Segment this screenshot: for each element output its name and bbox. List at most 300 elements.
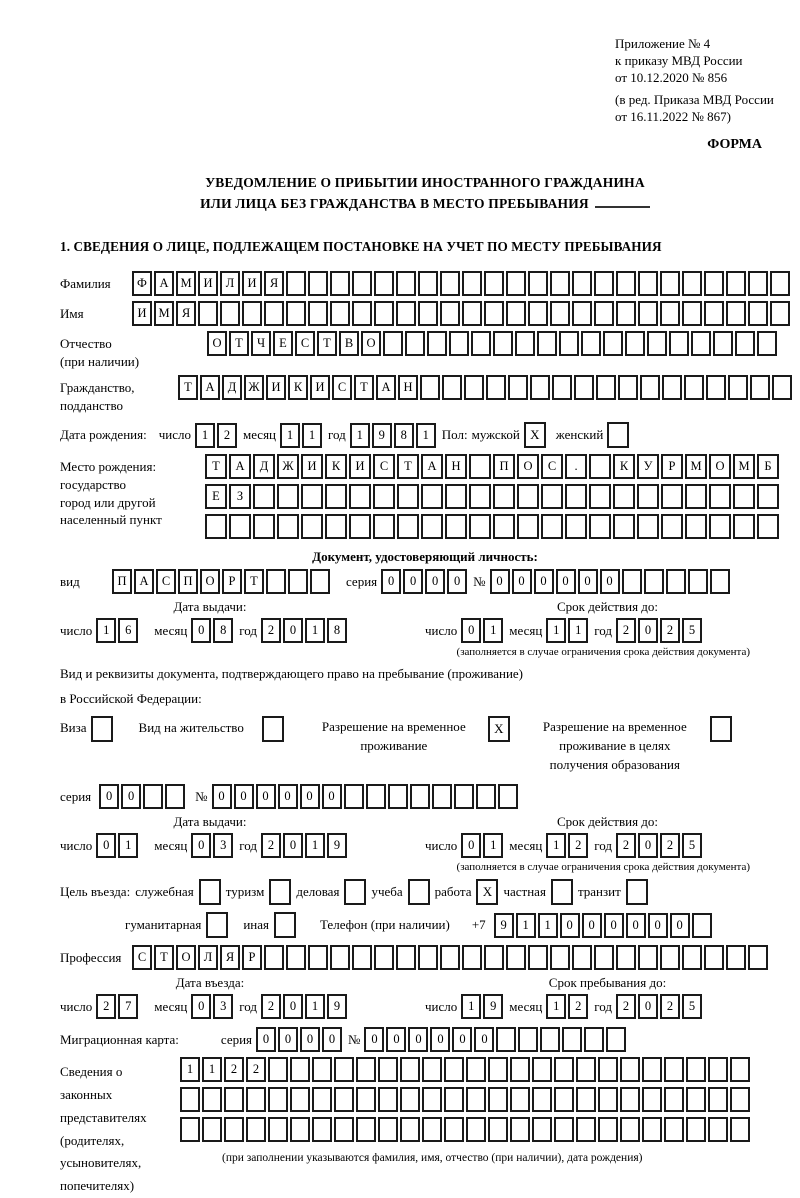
char-cell[interactable]: [264, 301, 284, 326]
char-cell[interactable]: [510, 1117, 530, 1142]
char-cell[interactable]: [374, 945, 394, 970]
char-cell[interactable]: 0: [212, 784, 232, 809]
char-cell[interactable]: [532, 1087, 552, 1112]
char-cell[interactable]: [594, 945, 614, 970]
char-cell[interactable]: [706, 375, 726, 400]
char-cell[interactable]: [733, 514, 755, 539]
char-cell[interactable]: Я: [220, 945, 240, 970]
char-cell[interactable]: И: [198, 271, 218, 296]
female-checkbox[interactable]: [607, 422, 629, 448]
char-cell[interactable]: [594, 301, 614, 326]
char-cell[interactable]: [603, 331, 623, 356]
char-cell[interactable]: [757, 514, 779, 539]
char-cell[interactable]: [540, 1027, 560, 1052]
char-cell[interactable]: [757, 484, 779, 509]
char-cell[interactable]: [660, 301, 680, 326]
char-cell[interactable]: 0: [474, 1027, 494, 1052]
char-cell[interactable]: 0: [322, 784, 342, 809]
char-cell[interactable]: 2: [261, 833, 281, 858]
char-cell[interactable]: [246, 1087, 266, 1112]
char-cell[interactable]: Т: [244, 569, 264, 594]
char-cell[interactable]: [554, 1087, 574, 1112]
opt-private-checkbox[interactable]: [551, 879, 573, 905]
char-cell[interactable]: 2: [261, 618, 281, 643]
char-cell[interactable]: [598, 1087, 618, 1112]
char-cell[interactable]: [308, 301, 328, 326]
char-cell[interactable]: .: [565, 454, 587, 479]
char-cell[interactable]: [726, 271, 746, 296]
char-cell[interactable]: С: [156, 569, 176, 594]
char-cell[interactable]: 2: [616, 618, 636, 643]
char-cell[interactable]: [565, 514, 587, 539]
char-cell[interactable]: [709, 484, 731, 509]
opt-study-checkbox[interactable]: [408, 879, 430, 905]
char-cell[interactable]: [770, 301, 790, 326]
char-cell[interactable]: 0: [638, 994, 658, 1019]
char-cell[interactable]: [625, 331, 645, 356]
char-cell[interactable]: [374, 301, 394, 326]
char-cell[interactable]: [688, 569, 708, 594]
char-cell[interactable]: 5: [682, 994, 702, 1019]
char-cell[interactable]: [198, 301, 218, 326]
char-cell[interactable]: [708, 1087, 728, 1112]
char-cell[interactable]: [286, 301, 306, 326]
char-cell[interactable]: К: [325, 454, 347, 479]
char-cell[interactable]: [710, 569, 730, 594]
char-cell[interactable]: [264, 945, 284, 970]
char-cell[interactable]: Р: [661, 454, 683, 479]
char-cell[interactable]: 1: [416, 423, 436, 448]
char-cell[interactable]: А: [421, 454, 443, 479]
char-cell[interactable]: [352, 945, 372, 970]
char-cell[interactable]: [143, 784, 163, 809]
char-cell[interactable]: 1: [180, 1057, 200, 1082]
char-cell[interactable]: [537, 331, 557, 356]
char-cell[interactable]: 0: [600, 569, 620, 594]
char-cell[interactable]: [517, 484, 539, 509]
char-cell[interactable]: [730, 1057, 750, 1082]
char-cell[interactable]: О: [176, 945, 196, 970]
char-cell[interactable]: К: [613, 454, 635, 479]
char-cell[interactable]: [445, 484, 467, 509]
char-cell[interactable]: [488, 1117, 508, 1142]
char-cell[interactable]: Р: [222, 569, 242, 594]
char-cell[interactable]: [301, 514, 323, 539]
char-cell[interactable]: [290, 1087, 310, 1112]
char-cell[interactable]: [253, 484, 275, 509]
char-cell[interactable]: [349, 484, 371, 509]
char-cell[interactable]: [518, 1027, 538, 1052]
char-cell[interactable]: 0: [300, 1027, 320, 1052]
char-cell[interactable]: [708, 1057, 728, 1082]
visa-checkbox[interactable]: [91, 716, 113, 742]
char-cell[interactable]: 1: [302, 423, 322, 448]
char-cell[interactable]: 0: [582, 913, 602, 938]
char-cell[interactable]: С: [373, 454, 395, 479]
char-cell[interactable]: [462, 301, 482, 326]
char-cell[interactable]: 0: [638, 833, 658, 858]
char-cell[interactable]: [493, 484, 515, 509]
char-cell[interactable]: [664, 1087, 684, 1112]
opt-business-checkbox[interactable]: [199, 879, 221, 905]
char-cell[interactable]: [510, 1057, 530, 1082]
char-cell[interactable]: [506, 945, 526, 970]
char-cell[interactable]: [733, 484, 755, 509]
char-cell[interactable]: [400, 1087, 420, 1112]
char-cell[interactable]: [378, 1087, 398, 1112]
char-cell[interactable]: [589, 484, 611, 509]
char-cell[interactable]: 0: [283, 833, 303, 858]
char-cell[interactable]: [772, 375, 792, 400]
char-cell[interactable]: Л: [198, 945, 218, 970]
char-cell[interactable]: [253, 514, 275, 539]
char-cell[interactable]: 1: [483, 618, 503, 643]
char-cell[interactable]: [466, 1057, 486, 1082]
char-cell[interactable]: [445, 514, 467, 539]
char-cell[interactable]: [620, 1057, 640, 1082]
opt-work-checkbox[interactable]: X: [476, 879, 498, 905]
char-cell[interactable]: Т: [178, 375, 198, 400]
char-cell[interactable]: 8: [213, 618, 233, 643]
char-cell[interactable]: [709, 514, 731, 539]
char-cell[interactable]: 0: [386, 1027, 406, 1052]
char-cell[interactable]: [224, 1117, 244, 1142]
char-cell[interactable]: 3: [213, 994, 233, 1019]
char-cell[interactable]: [574, 375, 594, 400]
char-cell[interactable]: [576, 1117, 596, 1142]
char-cell[interactable]: [637, 514, 659, 539]
char-cell[interactable]: 0: [256, 784, 276, 809]
char-cell[interactable]: 0: [364, 1027, 384, 1052]
char-cell[interactable]: [432, 784, 452, 809]
char-cell[interactable]: [613, 514, 635, 539]
char-cell[interactable]: [647, 331, 667, 356]
char-cell[interactable]: 1: [305, 994, 325, 1019]
char-cell[interactable]: [640, 375, 660, 400]
char-cell[interactable]: [266, 569, 286, 594]
char-cell[interactable]: [334, 1087, 354, 1112]
char-cell[interactable]: [596, 375, 616, 400]
char-cell[interactable]: [498, 784, 518, 809]
char-cell[interactable]: [277, 484, 299, 509]
char-cell[interactable]: Д: [222, 375, 242, 400]
char-cell[interactable]: [726, 945, 746, 970]
char-cell[interactable]: [750, 375, 770, 400]
char-cell[interactable]: [397, 484, 419, 509]
char-cell[interactable]: [180, 1087, 200, 1112]
char-cell[interactable]: [374, 271, 394, 296]
char-cell[interactable]: [421, 484, 443, 509]
char-cell[interactable]: [277, 514, 299, 539]
char-cell[interactable]: [312, 1117, 332, 1142]
char-cell[interactable]: [661, 484, 683, 509]
char-cell[interactable]: А: [229, 454, 251, 479]
char-cell[interactable]: Н: [445, 454, 467, 479]
char-cell[interactable]: [730, 1087, 750, 1112]
char-cell[interactable]: [594, 271, 614, 296]
char-cell[interactable]: [454, 784, 474, 809]
char-cell[interactable]: 0: [556, 569, 576, 594]
char-cell[interactable]: 0: [99, 784, 119, 809]
char-cell[interactable]: [728, 375, 748, 400]
char-cell[interactable]: [686, 1117, 706, 1142]
char-cell[interactable]: К: [288, 375, 308, 400]
char-cell[interactable]: [550, 301, 570, 326]
char-cell[interactable]: Т: [154, 945, 174, 970]
char-cell[interactable]: [466, 1087, 486, 1112]
char-cell[interactable]: [644, 569, 664, 594]
char-cell[interactable]: 0: [648, 913, 668, 938]
char-cell[interactable]: [466, 1117, 486, 1142]
char-cell[interactable]: [682, 301, 702, 326]
char-cell[interactable]: 0: [638, 618, 658, 643]
char-cell[interactable]: 0: [96, 833, 116, 858]
char-cell[interactable]: [506, 271, 526, 296]
char-cell[interactable]: [616, 945, 636, 970]
edu-residence-checkbox[interactable]: [710, 716, 732, 742]
char-cell[interactable]: М: [685, 454, 707, 479]
char-cell[interactable]: [572, 301, 592, 326]
char-cell[interactable]: Р: [242, 945, 262, 970]
char-cell[interactable]: [366, 784, 386, 809]
char-cell[interactable]: О: [709, 454, 731, 479]
char-cell[interactable]: О: [361, 331, 381, 356]
char-cell[interactable]: [220, 301, 240, 326]
char-cell[interactable]: [488, 1057, 508, 1082]
char-cell[interactable]: [598, 1117, 618, 1142]
char-cell[interactable]: [682, 945, 702, 970]
char-cell[interactable]: [686, 1057, 706, 1082]
char-cell[interactable]: [427, 331, 447, 356]
char-cell[interactable]: [730, 1117, 750, 1142]
char-cell[interactable]: [664, 1117, 684, 1142]
char-cell[interactable]: [554, 1117, 574, 1142]
char-cell[interactable]: [286, 271, 306, 296]
char-cell[interactable]: [396, 271, 416, 296]
char-cell[interactable]: 1: [350, 423, 370, 448]
char-cell[interactable]: [508, 375, 528, 400]
char-cell[interactable]: [584, 1027, 604, 1052]
char-cell[interactable]: [202, 1087, 222, 1112]
char-cell[interactable]: [325, 514, 347, 539]
char-cell[interactable]: 0: [322, 1027, 342, 1052]
char-cell[interactable]: [613, 484, 635, 509]
char-cell[interactable]: 0: [490, 569, 510, 594]
char-cell[interactable]: [486, 375, 506, 400]
char-cell[interactable]: [691, 331, 711, 356]
char-cell[interactable]: А: [154, 271, 174, 296]
char-cell[interactable]: 0: [461, 833, 481, 858]
char-cell[interactable]: [422, 1087, 442, 1112]
char-cell[interactable]: [704, 945, 724, 970]
char-cell[interactable]: [541, 514, 563, 539]
char-cell[interactable]: [410, 784, 430, 809]
char-cell[interactable]: 2: [660, 618, 680, 643]
char-cell[interactable]: 0: [408, 1027, 428, 1052]
char-cell[interactable]: [422, 1057, 442, 1082]
char-cell[interactable]: 1: [280, 423, 300, 448]
char-cell[interactable]: [550, 271, 570, 296]
char-cell[interactable]: [418, 271, 438, 296]
char-cell[interactable]: [349, 514, 371, 539]
char-cell[interactable]: [330, 271, 350, 296]
char-cell[interactable]: [352, 301, 372, 326]
char-cell[interactable]: Л: [220, 271, 240, 296]
char-cell[interactable]: 0: [278, 784, 298, 809]
char-cell[interactable]: [290, 1057, 310, 1082]
char-cell[interactable]: [352, 271, 372, 296]
char-cell[interactable]: 0: [461, 618, 481, 643]
char-cell[interactable]: А: [200, 375, 220, 400]
char-cell[interactable]: Т: [354, 375, 374, 400]
char-cell[interactable]: [748, 945, 768, 970]
char-cell[interactable]: [229, 514, 251, 539]
char-cell[interactable]: [330, 945, 350, 970]
char-cell[interactable]: Б: [757, 454, 779, 479]
char-cell[interactable]: [620, 1087, 640, 1112]
char-cell[interactable]: 0: [452, 1027, 472, 1052]
char-cell[interactable]: 8: [394, 423, 414, 448]
residence-permit-checkbox[interactable]: [262, 716, 284, 742]
char-cell[interactable]: [444, 1057, 464, 1082]
char-cell[interactable]: [202, 1117, 222, 1142]
char-cell[interactable]: [572, 945, 592, 970]
char-cell[interactable]: [488, 1087, 508, 1112]
char-cell[interactable]: [400, 1117, 420, 1142]
char-cell[interactable]: 0: [381, 569, 401, 594]
char-cell[interactable]: [532, 1057, 552, 1082]
char-cell[interactable]: [308, 945, 328, 970]
char-cell[interactable]: Т: [397, 454, 419, 479]
char-cell[interactable]: [541, 484, 563, 509]
char-cell[interactable]: [493, 514, 515, 539]
char-cell[interactable]: [308, 271, 328, 296]
char-cell[interactable]: 1: [546, 618, 566, 643]
char-cell[interactable]: 2: [660, 994, 680, 1019]
char-cell[interactable]: [421, 514, 443, 539]
char-cell[interactable]: 1: [305, 833, 325, 858]
char-cell[interactable]: 9: [327, 833, 347, 858]
char-cell[interactable]: 2: [568, 833, 588, 858]
char-cell[interactable]: 1: [568, 618, 588, 643]
char-cell[interactable]: 0: [512, 569, 532, 594]
char-cell[interactable]: [440, 301, 460, 326]
char-cell[interactable]: 5: [682, 618, 702, 643]
char-cell[interactable]: [334, 1117, 354, 1142]
char-cell[interactable]: [704, 301, 724, 326]
char-cell[interactable]: [517, 514, 539, 539]
char-cell[interactable]: 2: [616, 994, 636, 1019]
char-cell[interactable]: О: [517, 454, 539, 479]
char-cell[interactable]: 0: [191, 618, 211, 643]
char-cell[interactable]: 2: [96, 994, 116, 1019]
char-cell[interactable]: [704, 271, 724, 296]
char-cell[interactable]: [396, 301, 416, 326]
char-cell[interactable]: 9: [372, 423, 392, 448]
char-cell[interactable]: [312, 1057, 332, 1082]
char-cell[interactable]: [692, 913, 712, 938]
char-cell[interactable]: Я: [176, 301, 196, 326]
char-cell[interactable]: Е: [205, 484, 227, 509]
char-cell[interactable]: И: [301, 454, 323, 479]
char-cell[interactable]: 3: [213, 833, 233, 858]
char-cell[interactable]: [462, 945, 482, 970]
char-cell[interactable]: [405, 331, 425, 356]
char-cell[interactable]: 2: [224, 1057, 244, 1082]
char-cell[interactable]: 0: [256, 1027, 276, 1052]
char-cell[interactable]: [246, 1117, 266, 1142]
char-cell[interactable]: [396, 945, 416, 970]
char-cell[interactable]: И: [266, 375, 286, 400]
char-cell[interactable]: [620, 1117, 640, 1142]
char-cell[interactable]: [325, 484, 347, 509]
char-cell[interactable]: 0: [283, 994, 303, 1019]
char-cell[interactable]: [420, 375, 440, 400]
char-cell[interactable]: 7: [118, 994, 138, 1019]
char-cell[interactable]: [638, 945, 658, 970]
char-cell[interactable]: [444, 1087, 464, 1112]
char-cell[interactable]: 2: [568, 994, 588, 1019]
char-cell[interactable]: [442, 375, 462, 400]
char-cell[interactable]: [598, 1057, 618, 1082]
char-cell[interactable]: С: [541, 454, 563, 479]
char-cell[interactable]: 2: [261, 994, 281, 1019]
char-cell[interactable]: [418, 945, 438, 970]
char-cell[interactable]: [469, 454, 491, 479]
char-cell[interactable]: 1: [538, 913, 558, 938]
opt-humanitarian-checkbox[interactable]: [206, 912, 228, 938]
char-cell[interactable]: [440, 271, 460, 296]
char-cell[interactable]: [288, 569, 308, 594]
char-cell[interactable]: [462, 271, 482, 296]
char-cell[interactable]: [576, 1087, 596, 1112]
char-cell[interactable]: 1: [461, 994, 481, 1019]
char-cell[interactable]: 0: [670, 913, 690, 938]
char-cell[interactable]: [510, 1087, 530, 1112]
char-cell[interactable]: [493, 331, 513, 356]
char-cell[interactable]: [440, 945, 460, 970]
char-cell[interactable]: 1: [546, 833, 566, 858]
char-cell[interactable]: [449, 331, 469, 356]
char-cell[interactable]: [471, 331, 491, 356]
char-cell[interactable]: [735, 331, 755, 356]
char-cell[interactable]: 0: [191, 833, 211, 858]
char-cell[interactable]: [606, 1027, 626, 1052]
char-cell[interactable]: [642, 1057, 662, 1082]
char-cell[interactable]: Ж: [277, 454, 299, 479]
char-cell[interactable]: 6: [118, 618, 138, 643]
char-cell[interactable]: А: [376, 375, 396, 400]
char-cell[interactable]: [310, 569, 330, 594]
char-cell[interactable]: [660, 271, 680, 296]
char-cell[interactable]: 9: [483, 994, 503, 1019]
char-cell[interactable]: [572, 271, 592, 296]
char-cell[interactable]: 0: [425, 569, 445, 594]
char-cell[interactable]: Н: [398, 375, 418, 400]
char-cell[interactable]: [312, 1087, 332, 1112]
char-cell[interactable]: 0: [191, 994, 211, 1019]
char-cell[interactable]: С: [132, 945, 152, 970]
char-cell[interactable]: [664, 1057, 684, 1082]
char-cell[interactable]: [418, 301, 438, 326]
char-cell[interactable]: 5: [682, 833, 702, 858]
char-cell[interactable]: П: [112, 569, 132, 594]
char-cell[interactable]: П: [493, 454, 515, 479]
char-cell[interactable]: [669, 331, 689, 356]
char-cell[interactable]: И: [310, 375, 330, 400]
char-cell[interactable]: [397, 514, 419, 539]
char-cell[interactable]: 0: [560, 913, 580, 938]
